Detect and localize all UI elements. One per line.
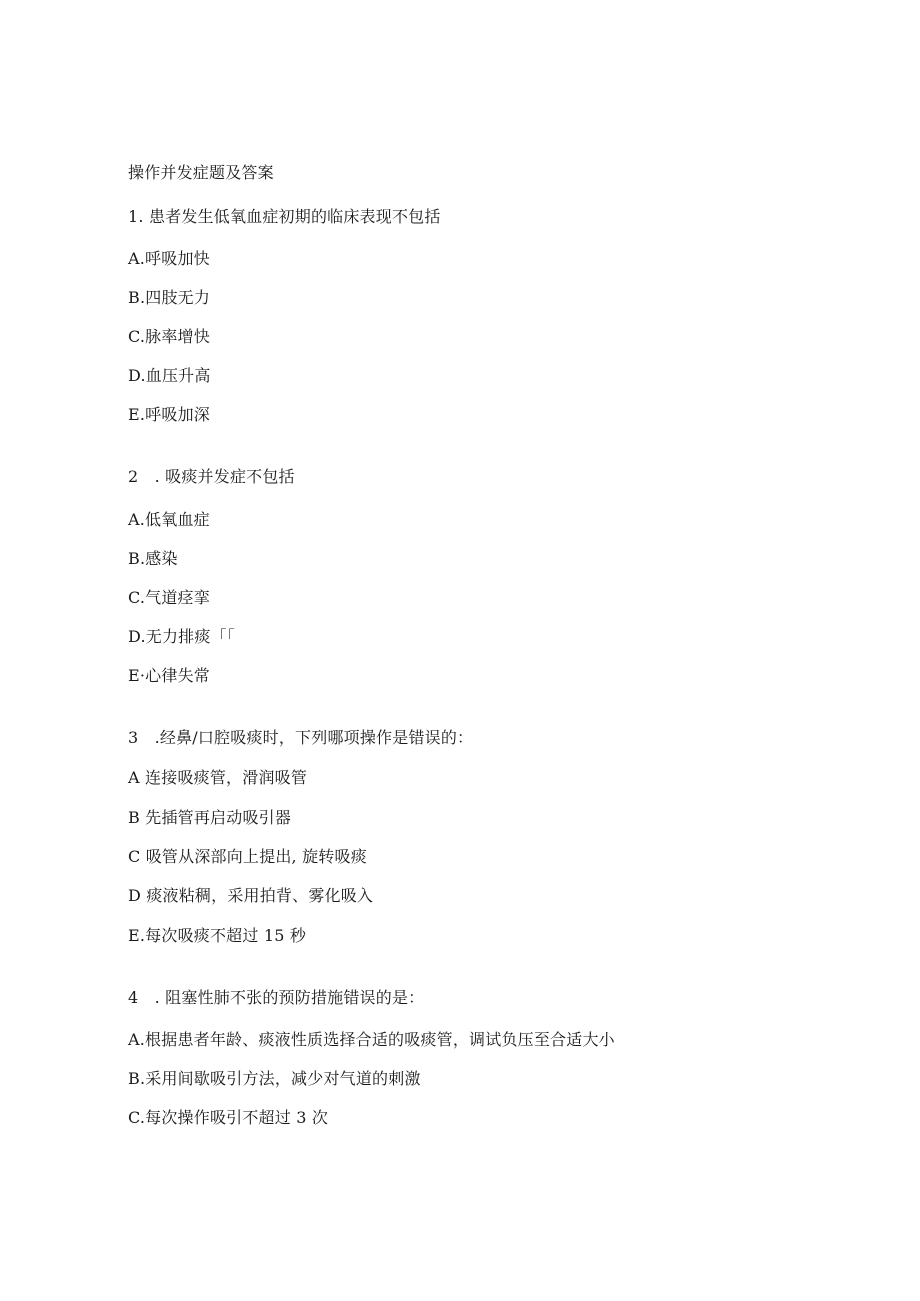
question-1-option-e: E.呼吸加深 [128, 405, 210, 424]
question-3-stem: 3 .经鼻/口腔吸痰时，下列哪项操作是错误的： [128, 728, 474, 747]
question-1-option-b: B.四肢无力 [128, 288, 211, 307]
question-1-option-d: D.血压升高 [128, 366, 211, 385]
question-1-option-a: A.呼吸加快 [128, 249, 210, 268]
question-4-stem: 4 . 阻塞性肺不张的预防措施错误的是： [128, 988, 425, 1007]
question-2-option-e: E·心律失常 [128, 666, 210, 685]
question-4-option-b: B.采用间歇吸引方法，减少对气道的刺激 [128, 1069, 421, 1088]
question-3-option-a: A 连接吸痰管，滑润吸管 [128, 768, 308, 787]
question-3-option-e: E.每次吸痰不超过 15 秒 [128, 926, 307, 945]
question-1-stem: 1. 患者发生低氧血症初期的临床表现不包括 [128, 207, 441, 226]
question-3-option-b: B 先插管再启动吸引器 [128, 808, 292, 827]
question-2-option-c: C.气道痉挛 [128, 588, 210, 607]
document-title: 操作并发症题及答案 [128, 163, 274, 182]
question-1-option-c: C.脉率增快 [128, 327, 210, 346]
question-2-option-a: A.低氧血症 [128, 510, 210, 529]
question-2-option-d: D.无力排痰「「 [128, 627, 235, 646]
question-4-option-a: A.根据患者年龄、痰液性质选择合适的吸痰管，调试负压至合适大小 [128, 1030, 615, 1049]
question-4-option-c: C.每次操作吸引不超过 3 次 [128, 1108, 329, 1127]
question-2-option-b: B.感染 [128, 549, 178, 568]
question-2-stem: 2 . 吸痰并发症不包括 [128, 467, 295, 486]
question-3-option-d: D 痰液粘稠，采用拍背、雾化吸入 [128, 886, 374, 905]
question-3-option-c: C 吸管从深部向上提出, 旋转吸痰 [128, 847, 367, 866]
